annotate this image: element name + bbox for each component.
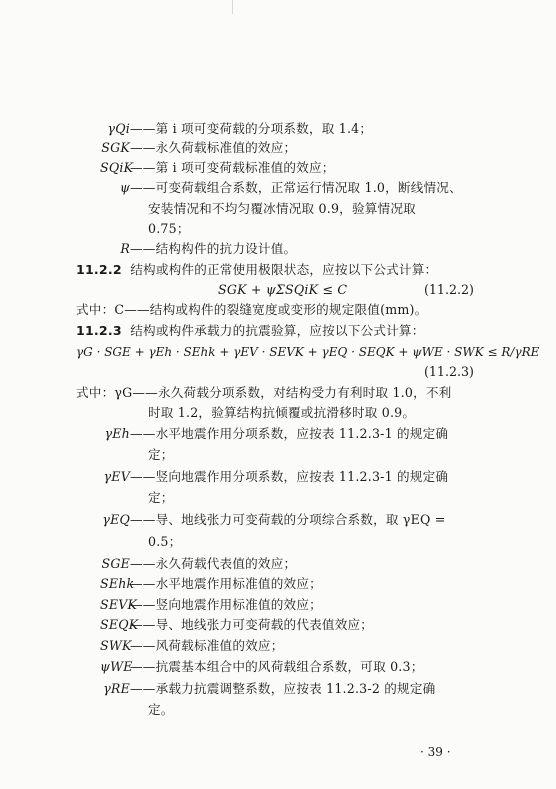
equation-number: (11.2.2): [424, 282, 474, 297]
def-line: γQi——第 i 项可变荷载的分项系数，取 1.4；: [107, 121, 373, 136]
section-11-2-3: 11.2.3 结构或构件承载力的抗震验算，应按以下公式计算：: [76, 323, 425, 338]
where-clause: 式中：C——结构或构件的裂缝宽度或变形的规定限值(mm)。: [76, 302, 428, 317]
def-line: γEV——竖向地震作用分项系数，应按表 11.2.3-1 的规定确: [103, 469, 449, 484]
def-line: SGE——永久荷载代表值的效应；: [101, 556, 297, 571]
formula-11-2-2: SGK + ψΣSQiK ≤ C: [218, 282, 348, 297]
scan-edge-mark: [232, 0, 233, 14]
def-line: SEQK——导、地线张力可变荷载的代表值效应；: [100, 617, 374, 632]
equation-number: (11.2.3): [424, 364, 474, 379]
def-line: γEh——水平地震作用分项系数，应按表 11.2.3-1 的规定确: [104, 426, 449, 441]
def-line: SWK——风荷载标准值的效应；: [100, 638, 284, 653]
def-line-cont: 时取 1.2，验算结构抗倾覆或抗滑移时取 0.9。: [148, 405, 416, 420]
section-11-2-2: 11.2.2 结构或构件的正常使用极限状态，应按以下公式计算：: [76, 262, 438, 277]
def-line: SEVK——竖向地震作用标准值的效应；: [100, 597, 322, 612]
def-line: ψWE——抗震基本组合中的风荷载组合系数，可取 0.3；: [100, 659, 424, 674]
def-line: SEhk——水平地震作用标准值的效应；: [100, 576, 322, 591]
def-line: γRE——承载力抗震调整系数，应按表 11.2.3-2 的规定确: [103, 681, 436, 696]
def-line: SQiK——第 i 项可变荷载标准值的效应；: [100, 160, 335, 175]
def-line-cont: 定；: [148, 447, 174, 462]
def-line: SGK——永久荷载标准值的效应；: [101, 140, 297, 155]
def-line-cont: 定。: [148, 702, 174, 717]
def-line-cont: 0.75；: [148, 221, 190, 236]
def-line: γEQ——导、地线张力可变荷载的分项综合系数，取 γEQ =: [102, 512, 446, 527]
formula-11-2-3: γG · SGE + γEh · SEhk + γEV · SEVK + γEQ · SEQK + ψWE · SWK ≤ R/γRE: [76, 345, 540, 359]
def-line-cont: 0.5；: [148, 534, 182, 549]
def-line: 式中：γG——永久荷载分项系数，对结构受力有利时取 1.0，不利: [76, 385, 452, 400]
def-line-cont: 安装情况和不均匀覆冰情况取 0.9，验算情况取: [148, 201, 416, 216]
def-line: ψ——可变荷载组合系数，正常运行情况取 1.0，断线情况、: [119, 180, 462, 195]
def-line-cont: 定；: [148, 490, 174, 505]
def-line: R——结构构件的抗力设计值。: [120, 241, 297, 256]
page-number: · 39 ·: [420, 745, 451, 759]
